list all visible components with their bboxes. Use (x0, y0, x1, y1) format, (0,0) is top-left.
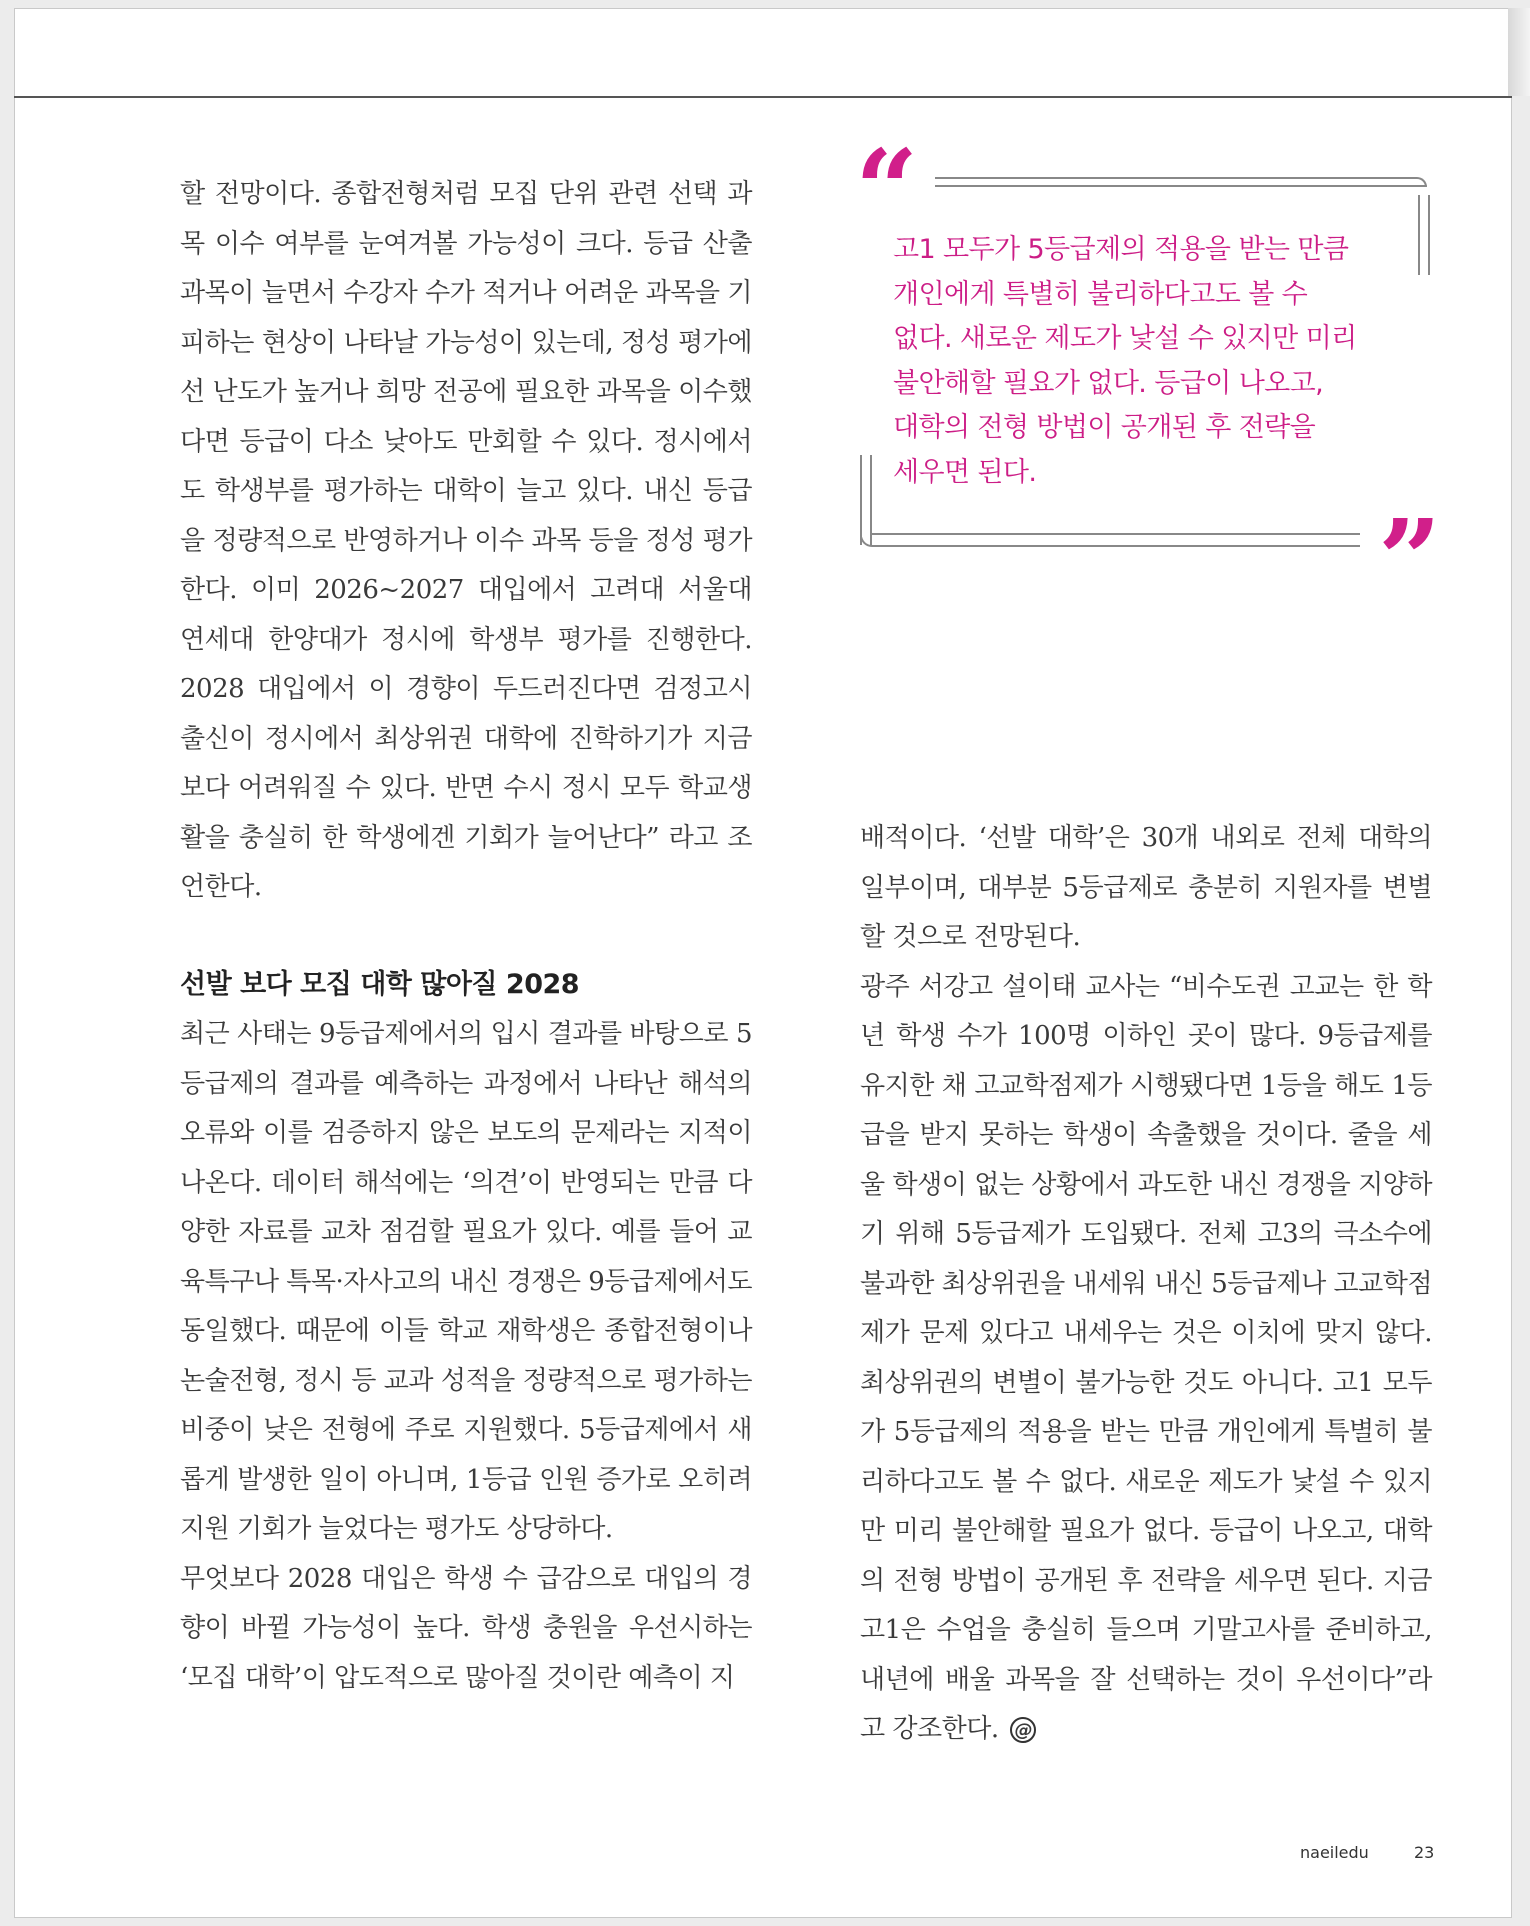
body-paragraph-text: 광주 서강고 설이태 교사는 “비수도권 고교는 한 학년 학생 수가 100명 이하인 곳이 많다. 9등급제를 유지한 채 고교학점제가 시행됐다면 1등을 해도 1등급을 받지 못하는 학생이 속출했을 것이다. 줄을 세울 학생이 없는 상황에서 과도한 내신 경쟁을 지양하기 위해 5등급제가 도입됐다. 전체 고3의 극소수에 불과한 최상위권을 내세워 내신 5등급제나 고교학점제가 문제 있다고 내세우는 것은 이치에 맞지 않다. 최상위권의 변별이 불가능한 것도 아니다. 고1 모두가 5등급제의 적용을 받는 만큼 개인에게 특별히 불리하다고도 볼 수 없다. 새로운 제도가 낯설 수 있지만 미리 불안해할 필요가 없다. 등급이 나오고, 대학의 전형 방법이 공개된 후 전략을 세우면 된다. 지금 고1은 수업을 충실히 들으며 기말고사를 준비하고, 내년에 배울 과목을 잘 선택하는 것이 우선이다”라고 강조한다. (860, 971, 1432, 1744)
quote-frame-left (860, 455, 872, 545)
footer-brand: naeiledu (1300, 1843, 1369, 1862)
end-mark-icon: @ (1010, 1717, 1036, 1743)
close-quote-mark: ” (1378, 495, 1430, 624)
quote-frame-top (935, 177, 1427, 187)
body-paragraph: 최근 사태는 9등급제에서의 입시 결과를 바탕으로 5등급제의 결과를 예측하는 과정에서 나타난 해석의 오류와 이를 검증하지 않은 보도의 문제라는 지적이 나온다. 데이터 해석에는 ‘의견’이 반영되는 만큼 다양한 자료를 교차 점검할 필요가 있다. 예를 들어 교육특구나 특목·자사고의 내신 경쟁은 9등급제에서도 동일했다. 때문에 이들 학교 재학생은 종합전형이나 논술전형, 정시 등 교과 성적을 정량적으로 평가하는 비중이 낮은 전형에 주로 지원했다. 5등급제에서 새롭게 발생한 일이 아니며, 1등급 인원 증가로 오히려 지원 기회가 늘었다는 평가도 상당하다. (180, 1019, 752, 1544)
left-column-top (180, 170, 752, 913)
quote-frame-bottom (860, 535, 1360, 547)
body-paragraph: 배적이다. ‘선발 대학’은 30개 내외로 전체 대학의 일부이며, 대부분 5등급제로 충분히 지원자를 변별할 것으로 전망된다. (860, 823, 1432, 952)
section-heading: 선발 보다 모집 대학 많아질 2028 (180, 969, 580, 1000)
body-paragraph: 무엇보다 2028 대입은 학생 수 급감으로 대입의 경향이 바뀔 가능성이 높다. 학생 충원을 우선시하는 ‘모집 대학’이 압도적으로 많아질 것이란 예측이 지 (180, 1563, 752, 1693)
pull-quote-line: 없다. 새로운 제도가 낯설 수 있지만 미리 (893, 323, 1357, 354)
body-paragraph: 할 전망이다. 종합전형처럼 모집 단위 관련 선택 과목 이수 여부를 눈여겨볼 가능성이 크다. 등급 산출 과목이 늘면서 수강자 수가 적거나 어려운 과목을 기피하는 현상이 나타날 가능성이 있는데, 정성 평가에선 난도가 높거나 희망 전공에 필요한 과목을 이수했다면 등급이 다소 낮아도 만회할 수 있다. 정시에서도 학생부를 평가하는 대학이 늘고 있다. 내신 등급을 정량적으로 반영하거나 이수 과목 등을 정성 평가한다. 이미 2026~2027 대입에서 고려대 서울대 연세대 한양대가 정시에 학생부 평가를 진행한다. 2028 대입에서 이 경향이 두드러진다면 검정고시 출신이 정시에서 최상위권 대학에 진학하기가 지금보다 어려워질 수 있다. 반면 수시 정시 모두 학교생활을 충실히 한 학생에겐 기회가 늘어난다” 라고 조언한다. (180, 179, 752, 902)
header-rule (14, 96, 1512, 98)
pull-quote-line: 세우면 된다. (893, 456, 1037, 488)
quote-frame-bottom-inner (872, 533, 1360, 535)
pull-quote-line: 고1 모두가 5등급제의 적용을 받는 만큼 (893, 234, 1349, 265)
left-column-bottom (180, 1010, 752, 1703)
quote-frame-right (1418, 195, 1430, 275)
pull-quote-line: 불안해할 필요가 없다. 등급이 나오고, (893, 367, 1324, 399)
page-number: 23 (1414, 1843, 1435, 1862)
pull-quote-line: 대학의 전형 방법이 공개된 후 전략을 (893, 412, 1316, 443)
page-edge-shadow (1508, 8, 1530, 96)
body-paragraph (860, 963, 1432, 1755)
pull-quote (893, 228, 1403, 495)
open-quote-mark: “ (855, 125, 907, 254)
pull-quote-line: 개인에게 특별히 불리하다고도 볼 수 (893, 278, 1308, 310)
right-column (860, 814, 1432, 1755)
